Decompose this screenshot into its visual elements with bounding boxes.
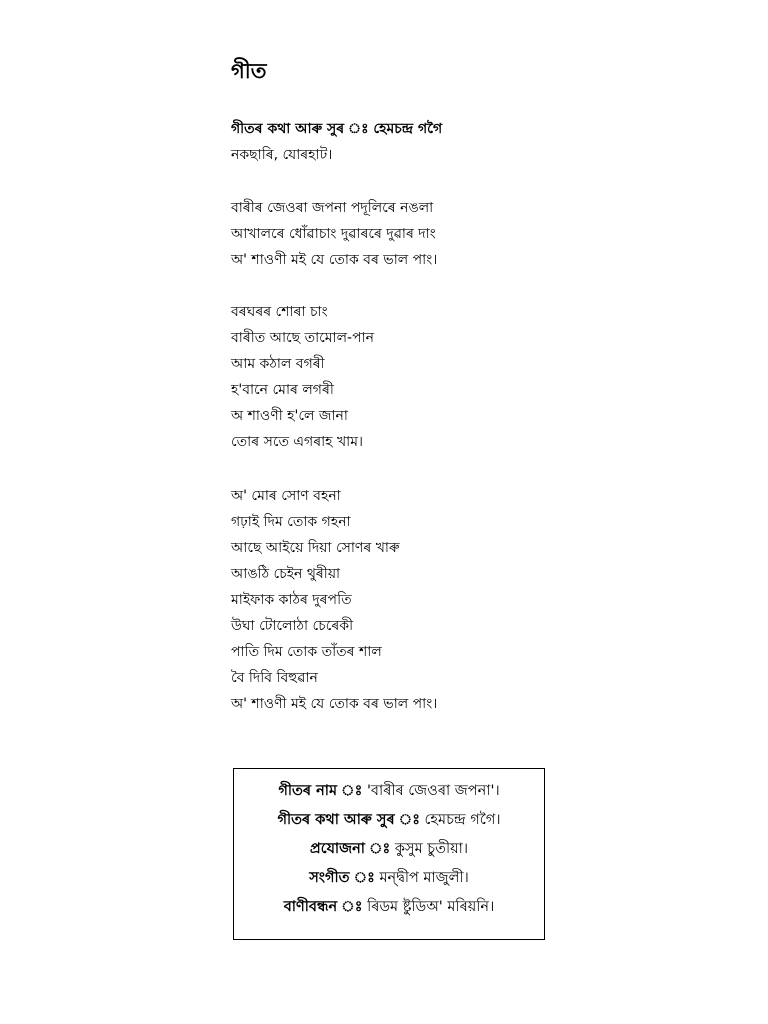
producer-value: কুসুম চুতীয়া। bbox=[394, 841, 469, 857]
lyric-line: উঘা টোলোঠা চেৰেকী bbox=[231, 618, 354, 634]
lyric-line: অ শাওণী হ'লে জানা bbox=[231, 408, 348, 424]
lyrics-label: গীতৰ কথা আৰু সুৰ ঃ bbox=[277, 812, 420, 828]
producer-label: প্ৰযোজনা ঃ bbox=[309, 841, 391, 857]
lyric-line: অ' শাওণী মই যে তোক বৰ ভাল পাং। bbox=[231, 696, 438, 712]
lyric-line: আম কঠাল বগৰী bbox=[231, 356, 325, 372]
lyric-line: বৰঘৰৰ শোৰা চাং bbox=[231, 304, 328, 320]
lyric-line: আঙঠি চেইন থুৰীয়া bbox=[231, 566, 341, 582]
credit-label: গীতৰ কথা আৰু সুৰ ঃ হেমচন্দ্ৰ গগৈ bbox=[231, 121, 443, 137]
info-row-recording bbox=[234, 893, 544, 922]
lyric-line: বাৰীত আছে তামোল-পান bbox=[231, 330, 375, 346]
recording-label: বাণীবন্ধন ঃ bbox=[283, 899, 363, 915]
song-info-box bbox=[233, 768, 545, 940]
music-label: সংগীত ঃ bbox=[309, 870, 375, 886]
credit-place: নকছাৰি, যোৰহাট। bbox=[231, 147, 333, 163]
lyric-line: বৈ দিবি বিহুৱান bbox=[231, 670, 318, 686]
lyric-line: অ' শাওণী মই যে তোক বৰ ভাল পাং। bbox=[231, 252, 438, 268]
song-credit bbox=[231, 116, 442, 168]
info-row-music bbox=[234, 864, 544, 893]
stanza-1 bbox=[231, 195, 437, 273]
lyric-line: অ' মোৰ সোণ বহনা bbox=[231, 488, 341, 504]
lyric-line: পাতি দিম তোক তাঁতৰ শাল bbox=[231, 644, 382, 660]
recording-value: ৰিডম ষ্টুডিঅ' মৰিয়নি। bbox=[367, 899, 495, 915]
info-row-lyrics bbox=[234, 806, 544, 835]
music-value: মন্দ্বীপ মাজুলী। bbox=[379, 870, 469, 886]
lyric-line: আখালৰে ধোঁৱাচাং দুৱাৰৰে দুৱাৰ দাং bbox=[231, 226, 436, 242]
stanza-3 bbox=[231, 483, 437, 717]
lyric-line: মাইফাক কাঠৰ দুৰপতি bbox=[231, 592, 352, 608]
lyric-line: বাৰীৰ জেওৰা জপনা পদূলিৰে নঙলা bbox=[231, 200, 434, 216]
lyric-line: গঢ়াই দিম তোক গহনা bbox=[231, 514, 351, 530]
song-name-value: 'বাৰীৰ জেওৰা জপনা'। bbox=[366, 783, 500, 799]
info-row-producer bbox=[234, 835, 544, 864]
song-name-label: গীতৰ নাম ঃ bbox=[278, 783, 363, 799]
stanza-2 bbox=[231, 299, 374, 455]
lyric-line: হ'বানে মোৰ লগৰী bbox=[231, 382, 334, 398]
lyric-line: তোৰ সতে এগৰাহ খাম। bbox=[231, 434, 364, 450]
lyrics-value: হেমচন্দ্ৰ গগৈ। bbox=[424, 812, 501, 828]
page-title: গীত bbox=[231, 59, 267, 83]
lyric-line: আছে আইয়ে দিয়া সোণৰ খাৰু bbox=[231, 540, 400, 556]
info-row-song-name bbox=[234, 777, 544, 806]
